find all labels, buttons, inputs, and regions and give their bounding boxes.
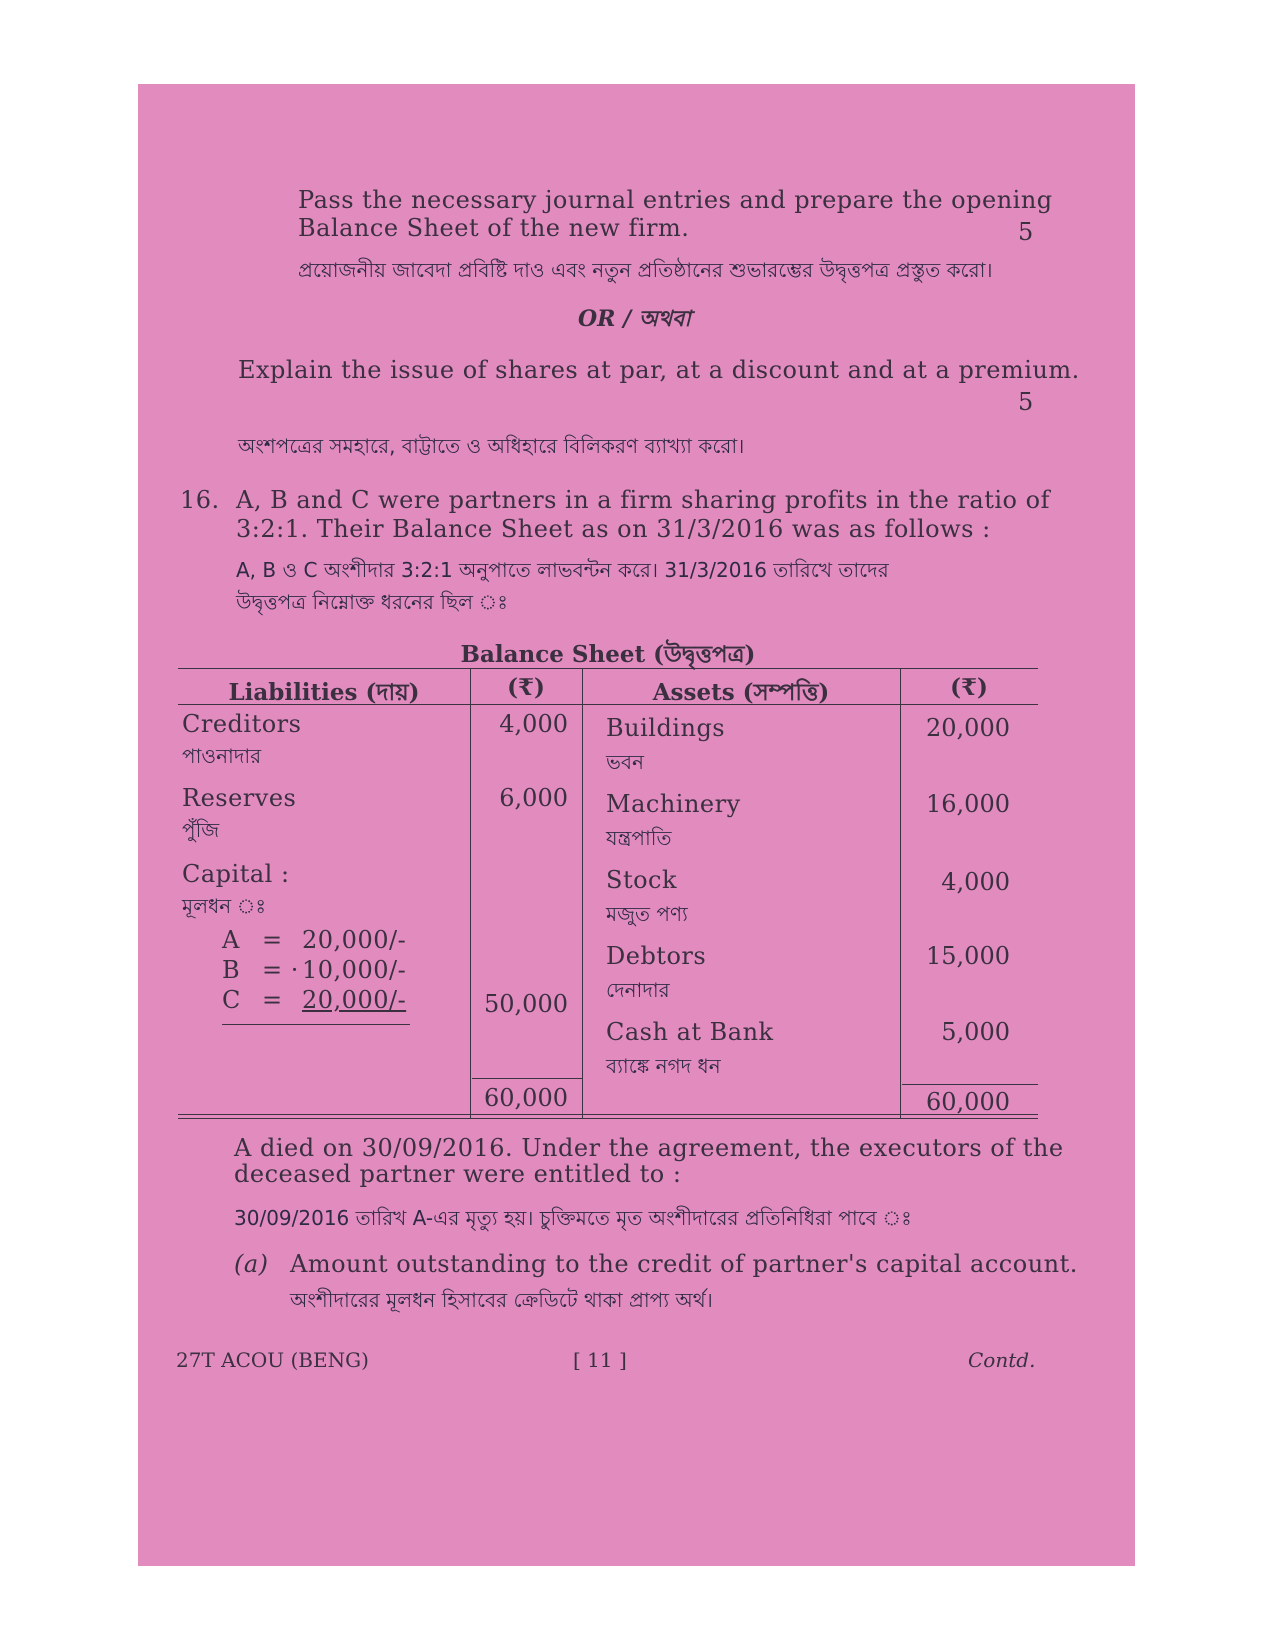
capital-partner-c: C (222, 986, 241, 1014)
after-line-2: deceased partner were entitled to : (234, 1160, 682, 1188)
liability-capital-amount: 50,000 (484, 990, 568, 1018)
asset-debtors: Debtors (606, 942, 707, 970)
liability-creditors-bn: পাওনাদার (182, 744, 262, 768)
liability-reserves: Reserves (182, 784, 297, 812)
after-line-1: A died on 30/09/2016. Under the agreement, the executors of the (234, 1134, 1064, 1162)
asset-stock-bn: মজুত পণ্য (606, 902, 688, 926)
capital-value-b: 10,000/- (302, 956, 407, 984)
liability-total: 60,000 (484, 1084, 568, 1112)
item-a-label: (a) (234, 1250, 269, 1278)
header-liabilities: Liabilities (দায়) (228, 679, 420, 706)
liability-capital: Capital : (182, 860, 290, 888)
asset-debtors-amount: 15,000 (926, 942, 1010, 970)
asset-cash-at-bank-amount: 5,000 (941, 1018, 1010, 1046)
q16-bengali-1: A, B ও C অংশীদার 3:2:1 অনুপাতে লাভবন্টন করে। 31/3/2016 তারিখে তাদের (236, 558, 889, 582)
liability-creditors: Creditors (182, 710, 302, 738)
capital-sign-b: = · (262, 956, 299, 984)
q16-line-2: 3:2:1. Their Balance Sheet as on 31/3/2016 was as follows : (236, 515, 991, 543)
asset-machinery-amount: 16,000 (926, 790, 1010, 818)
intro-line-2: Balance Sheet of the new firm. (298, 214, 690, 242)
q16-bengali-2: উদ্বৃত্তপত্র নিম্নোক্ত ধরনের ছিল ঃ (236, 590, 508, 614)
asset-total: 60,000 (926, 1088, 1010, 1116)
table-bottom-rule-2 (178, 1118, 1038, 1119)
alt-question-marks: 5 (1018, 388, 1034, 416)
asset-buildings: Buildings (606, 714, 726, 742)
q16-line-1: A, B and C were partners in a firm sharing profits in the ratio of (236, 486, 1050, 514)
asset-buildings-bn: ভবন (606, 750, 644, 774)
header-amount-2: (₹) (950, 674, 988, 701)
asset-stock: Stock (606, 866, 678, 894)
asset-cash-at-bank-bn: ব্যাঙ্কে নগদ ধন (606, 1054, 721, 1078)
alt-question-text: Explain the issue of shares at par, at a discount and at a premium. (238, 356, 1080, 384)
column-rule-2 (582, 668, 583, 1118)
item-a-bengali: অংশীদারের মূলধন হিসাবের ক্রেডিটে থাকা প্রাপ্য অর্থ। (290, 1288, 713, 1312)
asset-stock-amount: 4,000 (941, 868, 1010, 896)
intro-bengali: প্রয়োজনীয় জাবেদা প্রবিষ্টি দাও এবং নতুন প্রতিষ্ঠানের শুভারম্ভের উদ্বৃত্তপত্র প্রস্তুত করো। (298, 258, 993, 282)
asset-total-rule (902, 1084, 1038, 1085)
capital-subtotal-rule (222, 1024, 410, 1025)
liability-reserves-amount: 6,000 (499, 784, 568, 812)
liability-creditors-amount: 4,000 (499, 710, 568, 738)
table-top-rule (178, 668, 1038, 669)
header-amount-1: (₹) (507, 674, 545, 701)
liability-capital-bn: মূলধন ঃ (182, 894, 267, 918)
item-a-text: Amount outstanding to the credit of partner's capital account. (290, 1250, 1078, 1278)
or-label: OR / অথবা (578, 306, 691, 332)
paper-code: 27T ACOU (BENG) (176, 1348, 369, 1372)
asset-cash-at-bank: Cash at Bank (606, 1018, 774, 1046)
contd-label: Contd. (968, 1348, 1036, 1372)
page-number: [ 11 ] (573, 1348, 627, 1372)
alt-question-bengali: অংশপত্রের সমহারে, বাট্টাতে ও অধিহারে বিলিকরণ ব্যাখ্যা করো। (238, 434, 745, 458)
q16-number: 16. (180, 486, 220, 514)
capital-sign-a: = (262, 926, 283, 954)
liability-reserves-bn: পুঁজি (182, 818, 220, 842)
header-assets: Assets (সম্পত্তি) (652, 679, 830, 706)
intro-line-1: Pass the necessary journal entries and prepare the opening (298, 186, 1053, 214)
asset-buildings-amount: 20,000 (926, 714, 1010, 742)
asset-debtors-bn: দেনাদার (606, 978, 670, 1002)
asset-machinery: Machinery (606, 790, 741, 818)
liability-total-rule (472, 1078, 582, 1079)
capital-partner-a: A (222, 926, 240, 954)
exam-page (138, 84, 1135, 1566)
capital-value-c: 20,000/- (302, 986, 407, 1014)
capital-value-a: 20,000/- (302, 926, 407, 954)
capital-partner-b: B (222, 956, 241, 984)
balance-sheet-title: Balance Sheet (উদ্বৃত্তপত্র) (460, 641, 756, 668)
after-bengali: 30/09/2016 তারিখ A-এর মৃত্যু হয়। চুক্তিমতে মৃত অংশীদারের প্রতিনিধিরা পাবে ঃ (234, 1206, 912, 1230)
capital-sign-c: = (262, 986, 283, 1014)
intro-marks: 5 (1018, 218, 1034, 246)
asset-machinery-bn: যন্ত্রপাতি (606, 826, 672, 850)
